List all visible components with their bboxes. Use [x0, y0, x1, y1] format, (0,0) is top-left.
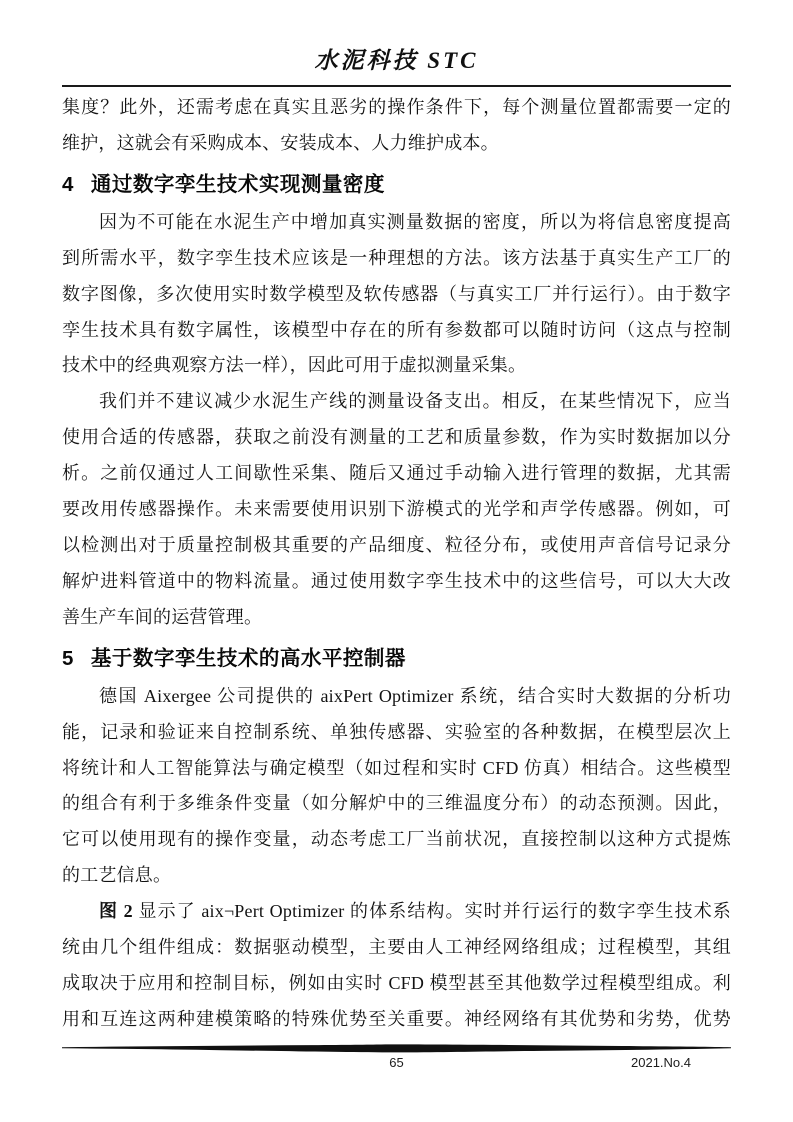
text-line: 将统计和人工智能算法与确定模型（如过程和实时 CFD 仿真）相结合。这些模型: [62, 757, 731, 778]
text-line: 数字图像，多次使用实时数学模型及软传感器（与真实工厂并行运行）。由于数字: [62, 283, 731, 304]
text-line: 技术中的经典观察方法一样），因此可用于虚拟测量采集。: [62, 355, 527, 376]
section-number: 5: [62, 646, 74, 670]
page-content: [62, 0, 731, 1038]
text-line: 以检测出对于质量控制极其重要的产品细度、粒径分布，或使用声音信号记录分: [62, 534, 731, 555]
text-line: 解炉进料管道中的物料流量。通过使用数字孪生技术中的这些信号，可以大大改: [62, 570, 731, 591]
text-line: 孪生技术具有数字属性，该模型中存在的所有参数都可以随时访问（这点与控制: [62, 319, 731, 340]
section-heading: [62, 636, 731, 679]
text-line: 用和互连这两种建模策略的特殊优势至关重要。神经网络有其优势和劣势，优势: [62, 1008, 731, 1029]
text-line: 统由几个组件组成：数据驱动模型，主要由人工神经网络组成；过程模型，其组: [62, 937, 731, 958]
bold-text: 图 2: [99, 901, 133, 922]
text-line: 成取决于应用和控制目标，例如由实时 CFD 模型甚至其他数学过程模型组成。利: [62, 972, 731, 993]
footer-issue-label: 2021.No.4: [631, 1055, 691, 1070]
section-heading: [62, 162, 731, 205]
text-line: 到所需水平，数字孪生技术应该是一种理想的方法。该方法基于真实生产工厂的: [62, 247, 731, 268]
footer-rule: [62, 1044, 731, 1053]
text-line: 的工艺信息。: [62, 865, 172, 886]
text-line: 因为不可能在水泥生产中增加真实测量数据的密度，所以为将信息密度提高: [99, 211, 731, 232]
footer-page-number: 65: [389, 1055, 404, 1070]
section-number: 4: [62, 172, 74, 196]
text-line: 使用合适的传感器，获取之前没有测量的工艺和质量参数，作为实时数据加以分: [62, 427, 731, 448]
text-line: 要改用传感器操作。未来需要使用识别下游模式的光学和声学传感器。例如，可: [62, 499, 731, 520]
text-line: 德国 Aixergee 公司提供的 aixPert Optimizer 系统，结合实时大数据的分析功: [99, 685, 731, 706]
document-body: [62, 87, 731, 1038]
text-line: 维护，这就会有采购成本、安装成本、人力维护成本。: [62, 132, 499, 153]
text-line: 的组合有利于多维条件变量（如分解炉中的三维温度分布）的动态预测。因此，: [62, 793, 731, 814]
text-line: 集度？此外，还需考虑在真实且恶劣的操作条件下，每个测量位置都需要一定的: [62, 97, 731, 117]
journal-header: [62, 0, 731, 87]
text-line: 能，记录和验证来自控制系统、单独传感器、实验室的各种数据，在模型层次上: [62, 721, 731, 742]
text-line: 我们并不建议减少水泥生产线的测量设备支出。相反，在某些情况下，应当: [99, 391, 731, 412]
text-line: 善生产车间的运营管理。: [62, 606, 263, 627]
text-line: 图 2 显示了 aix¬Pert Optimizer 的体系结构。实时并行运行的数字孪生技术系: [99, 901, 731, 922]
section-title: 基于数字孪生技术的高水平控制器: [90, 646, 406, 670]
text-line: 它可以使用现有的操作变量，动态考虑工厂当前状况，直接控制以这种方式提炼: [62, 829, 731, 850]
text-line: 析。之前仅通过人工间歇性采集、随后又通过手动输入进行管理的数据，尤其需: [62, 463, 731, 484]
section-title: 通过数字孪生技术实现测量密度: [90, 172, 385, 196]
journal-title: 水泥科技 STC: [314, 48, 479, 73]
page-footer: [62, 1044, 731, 1075]
footer-texts: [62, 1055, 731, 1075]
